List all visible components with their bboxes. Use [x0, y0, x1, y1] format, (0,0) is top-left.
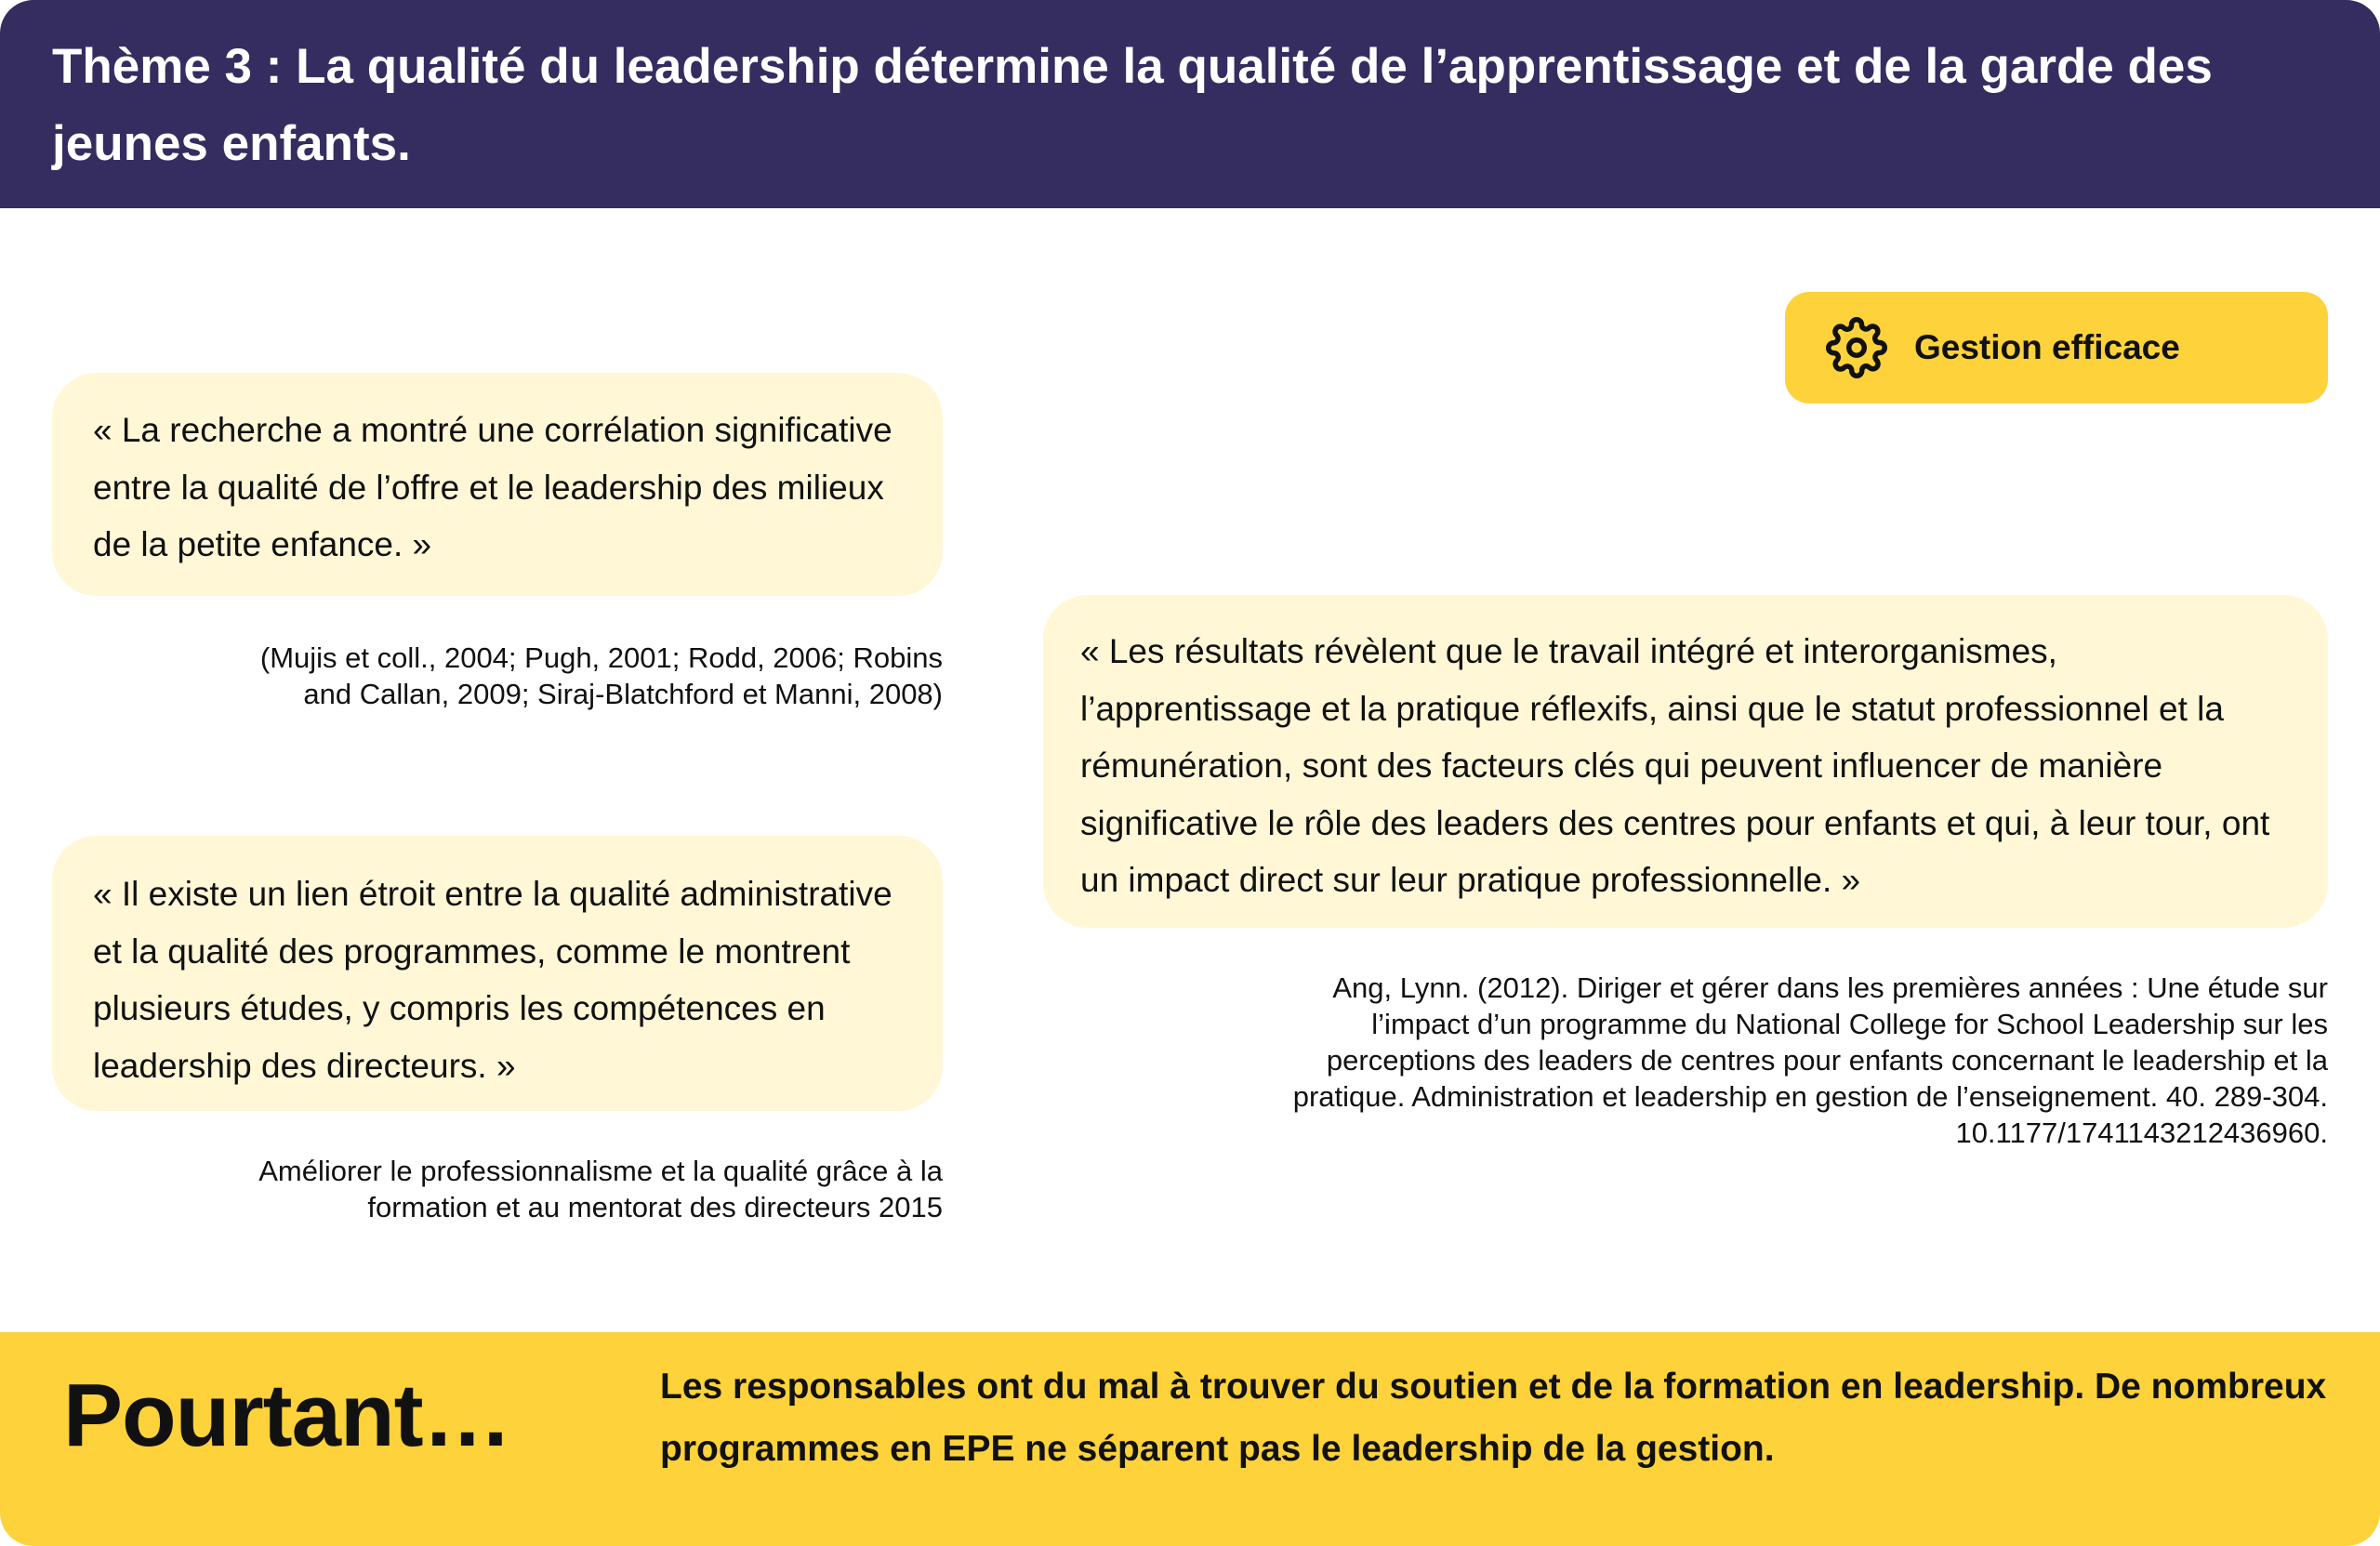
footer-heading: Pourtant…: [63, 1366, 511, 1465]
quote-card: [52, 373, 943, 596]
footer-banner: [0, 1332, 2380, 1546]
gear-icon: [1826, 317, 1887, 378]
quote-text: « Il existe un lien étroit entre la qualité administrative et la qualité des programmes, comme le montrent plusieurs études, y compris les compétences en leadership des directeurs. »: [93, 875, 892, 1085]
quote-text: « La recherche a montré une corrélation significative entre la qualité de l’offre et le leadership des milieux de la petite enfance. »: [93, 411, 892, 563]
quote-card: [1043, 595, 2328, 928]
quote-text: « Les résultats révèlent que le travail intégré et interorganismes, l’apprentissage et la pratique réflexifs, ainsi que le statut professionnel et la rémunération, sont des facteurs clés qui peuvent influencer de manière significative le rôle des leaders des centres pour enfants et qui, à leur tour, ont un impact direct sur leur pratique professionnelle. »: [1080, 632, 2270, 899]
quote-citation: Améliorer le professionnalisme et la qualité grâce à la formation et au mentorat des directeurs 2015: [258, 1155, 943, 1223]
topic-badge: [1785, 292, 2328, 403]
quote-citation: (Mujis et coll., 2004; Pugh, 2001; Rodd, 2006; Robins and Callan, 2009; Siraj-Blatchford et Manni, 2008): [259, 641, 943, 710]
header-banner: [0, 0, 2380, 208]
page-title: Thème 3 : La qualité du leadership détermine la qualité de l’apprentissage et de la garde des jeunes enfants.: [52, 39, 2213, 171]
footer-text: Les responsables ont du mal à trouver du soutien et de la formation en leadership. De nombreux programmes en EPE ne séparent pas le leadership de la gestion.: [660, 1367, 2327, 1469]
quote-citation: Ang, Lynn. (2012). Diriger et gérer dans les premières années : Une étude sur l’impact d’un programme du National College for School Leadership sur les perceptions des leaders de centres pour enfants concernant le leadership et la pratique. Administration et leadership en gestion de l’enseignement. 40. 289-304. 10.1177/1741143212436960.: [1292, 971, 2328, 1149]
quote-card: [52, 836, 943, 1111]
badge-label: Gestion efficace: [1914, 328, 2180, 366]
